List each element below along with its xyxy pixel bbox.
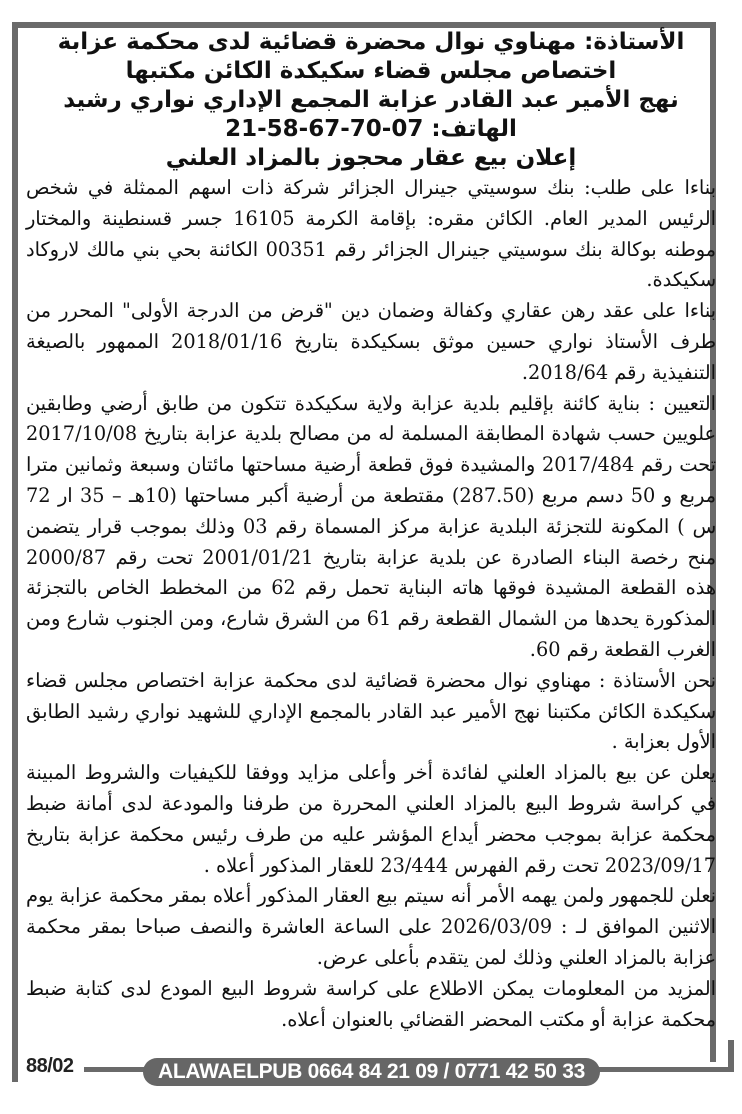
frame-border-left-tail	[12, 1040, 18, 1082]
notice-body	[26, 173, 716, 1035]
office-address-line: نهج الأمير عبد القادر عزابة المجمع الإداري نواري رشيد	[63, 87, 679, 113]
page-code: 88/02	[26, 1055, 74, 1077]
notice-content	[26, 28, 716, 1035]
phone-line: الهاتف: 07-70-67-58-21	[225, 116, 517, 142]
paragraph-auction-announcement: يعلن عن بيع بالمزاد العلني لفائدة أخر وأعلى مزايد ووفقا للكيفيات والشروط المبينة في كراسة شروط البيع بالمزاد العلني المحررة من طرفنا والمودعة لدى أمانة ضبط محكمة عزابة بموجب محضر أيداع المؤشر عليه من طرف رئيس محكمة عزابة بتاريخ 2023/09/17 تحت رقم الفهرس 23/444 للعقار المذكور أعلاه .	[26, 761, 716, 877]
publisher-banner: ALAWAELPUB 0664 84 21 09 / 0771 42 50 33	[143, 1058, 600, 1086]
paragraph-property-designation: التعيين : بناية كائنة بإقليم بلدية عزابة ولاية سكيكدة تتكون من طابق أرضي وطابقين علويين حسب شهادة المطابقة المسلمة له من مصالح بلدية عزابة بتاريخ 2017/10/08 تحت رقم 2017/484 والمشيدة فوق قطعة أرضية مساحتها مائتان وسبعة وثمانين مترا مربع و 50 دسم مربع (287.50) مقتطعة من أرضية أكبر مساحتها (10هـ – 35 ار 72 س ) المكونة للتجزئة البلدية عزابة مركز المسماة رقم 03 وذلك بموجب قرار يتضمن منح رخصة البناء الصادرة عن بلدية عزابة بتاريخ 2001/01/21 تحت رقم 2000/87 هذه القطعة المشيدة فوقها هاته البناية تحمل رقم 62 من المخطط الخاص بالتجزئة المذكورة يحدها من الشمال القطعة رقم 61 من الشرق شارع، ومن الجنوب شارع ومن الغرب القطعة رقم 60.	[26, 391, 716, 661]
notice-title: إعلان بيع عقار محجوز بالمزاد العلني	[165, 145, 577, 171]
paragraph-mortgage-contract: بناءا على عقد رهن عقاري وكفالة وضمان دين "قرض من الدرجة الأولى" المحرر من طرف الأستاذ نواري حسين موثق بسكيكدة بتاريخ 2018/01/16 الممهور بالصيغة التنفيذية رقم 2018/64.	[26, 299, 716, 384]
paragraph-bailiff: نحن الأستاذة : مهناوي نوال محضرة قضائية لدى محكمة عزابة اختصاص مجلس قضاء سكيكدة الكائن مكتبنا نهج الأمير عبد القادر بالمجمع الإداري للشهيد نواري رشيد الطابق الأول بعزابة .	[26, 668, 716, 754]
paragraph-auction-date: نعلن للجمهور ولمن يهمه الأمر أنه سيتم بيع العقار المذكور أعلاه بمقر محكمة عزابة يوم الاثنين الموافق لـ : 2026/03/09 على الساعة العاشرة والنصف صباحا بمقر محكمة عزابة بالمزاد العلني وذلك لمن يتقدم بأعلى عرض.	[26, 884, 716, 969]
bailiff-name-line: الأستاذة: مهناوي نوال محضرة قضائية لدى محكمة عزابة	[57, 29, 685, 55]
notice-header	[26, 28, 716, 173]
frame-border-bottom-right	[598, 1067, 734, 1072]
paragraph-requester: بناءا على طلب: بنك سوسيتي جينرال الجزائر شركة ذات اسهم الممثلة في شخص الرئيس المدير العام. الكائن مقره: بإقامة الكرمة 16105 جسر قسنطينة والمختار موطنه بوكالة بنك سوسيتي جينرال الجزائر رقم 00351 الكائنة بحي بني مالك لاروكاد سكيكدة.	[26, 176, 717, 292]
paragraph-more-info: المزيد من المعلومات يمكن الاطلاع على كراسة شروط البيع المودع لدى كتابة ضبط محكمة عزابة أو مكتب المحضر القضائي بالعنوان أعلاه.	[26, 976, 716, 1031]
jurisdiction-line: اختصاص مجلس قضاء سكيكدة الكائن مكتبها	[125, 58, 617, 84]
frame-border-bottom-left	[84, 1067, 144, 1072]
